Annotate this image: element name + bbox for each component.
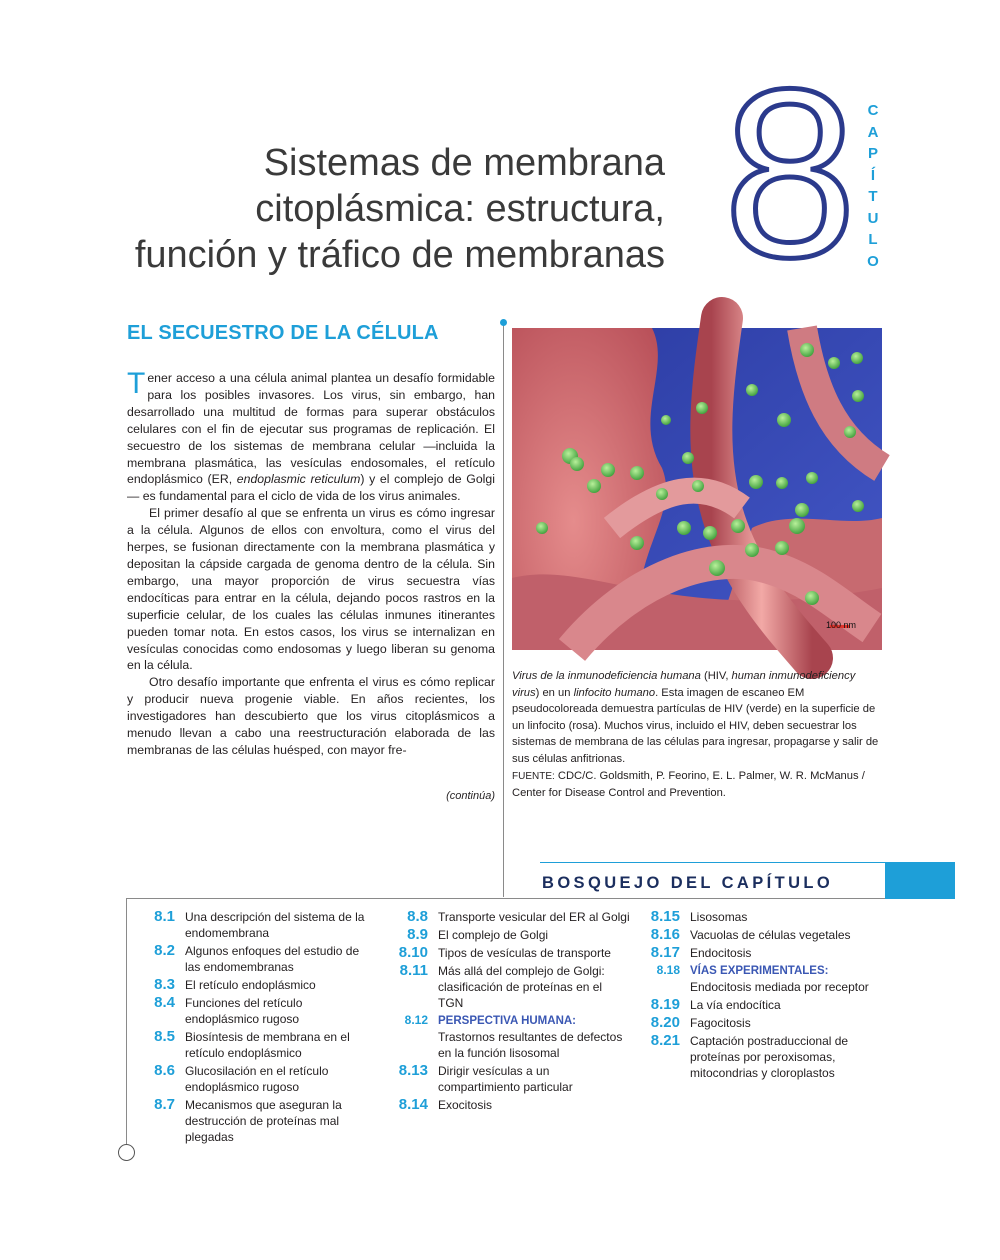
outline-text: PERSPECTIVA HUMANA: Trastornos resultantes de defectos en la función lisosomal (438, 1012, 630, 1061)
outline-number: 8.10 (398, 944, 428, 961)
scale-bar-label: 100 nm (826, 620, 857, 630)
essay-paragraph-1: Tener acceso a una célula animal plantea un desafío formidable para los posibles invasores. Los virus, sin embargo, han desarrollado una multitud de formas para superar obstáculos celulares con el fin de ejecutar sus programas de replicación. El secuestro de los sistemas de membrana celular —incluida la membrana plasmática, las vesículas endosomales, el retículo endoplásmico (ER, endoplasmic reticulum) y el complejo de Golgi— es fundamental para el ciclo de vida de los virus animales. (127, 367, 495, 504)
outline-kicker: VÍAS EXPERIMENTALES: (690, 965, 829, 977)
outline-kicker: PERSPECTIVA HUMANA: (438, 1015, 577, 1027)
outline-text: Lisosomas (690, 910, 748, 924)
chapter-title-line-2: citoplásmica: estructura, (255, 188, 665, 230)
outline-item (380, 1096, 630, 1113)
outline-text: Tipos de vesículas de transporte (438, 946, 611, 960)
outline-header-rule (540, 862, 885, 863)
chapter-title-line-3: función y tráfico de membranas (134, 234, 665, 276)
outline-item (380, 962, 630, 1011)
outline-text: Funciones del retículo endoplásmico rugoso (185, 996, 303, 1026)
outline-text: Biosíntesis de membrana en el retículo endoplásmico (185, 1030, 350, 1060)
hiv-lymphocyte-photo (512, 328, 882, 650)
outline-item (380, 944, 630, 961)
chapter-number (723, 39, 857, 307)
chapter-label (862, 100, 884, 272)
outline-item (380, 1062, 630, 1095)
outline-number: 8.7 (154, 1096, 175, 1113)
outline-item (127, 942, 367, 975)
outline-number: 8.16 (650, 926, 680, 943)
outline-text: La vía endocítica (690, 998, 781, 1012)
outline-item (632, 908, 882, 925)
outline-text: Fagocitosis (690, 1016, 751, 1030)
section-heading: EL SECUESTRO DE LA CÉLULA (127, 322, 439, 344)
outline-number: 8.18 (656, 963, 680, 977)
outline-text: Una descripción del sistema de la endomembrana (185, 910, 365, 940)
outline-number: 8.2 (154, 942, 175, 959)
outline-number: 8.19 (650, 996, 680, 1013)
outline-number: 8.5 (154, 1028, 175, 1045)
outline-item (632, 1032, 882, 1081)
divider-dot (500, 319, 507, 326)
chapter-label-letter: U (867, 209, 879, 227)
outline-text: Mecanismos que aseguran la destrucción de proteínas mal plegadas (185, 1098, 342, 1144)
outline-text: Captación postraduccional de proteínas por peroxisomas, mitocondrias y cloroplastos (690, 1034, 849, 1080)
column-divider (503, 322, 504, 897)
outline-item (632, 962, 882, 995)
outline-text: El complejo de Golgi (438, 928, 549, 942)
caption-source: FUENTE: CDC/C. Goldsmith, P. Feorino, E. L. Palmer, W. R. McManus / Center for Disease Control and Prevention. (512, 769, 865, 800)
outline-item (632, 996, 882, 1013)
outline-item (127, 908, 367, 941)
essay-paragraph-3: Otro desafío importante que enfrenta el virus es cómo replicar y producir nueva progenie viable. En años recientes, los investigadores han descubierto que los virus citoplásmicos a menudo llevan a cabo una reestructuración elaborada de las membranas de las células huésped, con mayor fre- (127, 675, 495, 757)
outline-text: Dirigir vesículas a un compartimiento particular (438, 1064, 573, 1094)
outline-text: Transporte vesicular del ER al Golgi (438, 910, 630, 924)
chapter-label-letter: C (867, 102, 879, 119)
outline-item (380, 908, 630, 925)
outline-item (380, 926, 630, 943)
drop-cap: T (127, 367, 146, 400)
outline-title: BOSQUEJO DEL CAPÍTULO (542, 874, 834, 892)
outline-text: VÍAS EXPERIMENTALES: Endocitosis mediada por receptor (690, 965, 869, 994)
outline-circle-marker (118, 1144, 135, 1161)
outline-item (632, 944, 882, 961)
chapter-label-letter: P (867, 145, 878, 162)
outline-item (127, 1028, 367, 1061)
outline-item (127, 1062, 367, 1095)
chapter-number-glyph: 8 (723, 39, 857, 307)
outline-number: 8.9 (407, 926, 428, 943)
outline-item (632, 926, 882, 943)
chapter-label-letter: L (868, 231, 878, 248)
outline-text: Glucosilación en el retículo endoplásmico rugoso (185, 1064, 329, 1094)
chapter-label-letter: A (867, 123, 879, 141)
outline-number: 8.6 (154, 1062, 175, 1079)
outline-text: Vacuolas de células vegetales (690, 928, 851, 942)
essay-body (127, 367, 495, 759)
outline-text: Más allá del complejo de Golgi: clasificación de proteínas en el TGN (438, 964, 605, 1010)
outline-number: 8.8 (407, 908, 428, 925)
outline-number: 8.14 (398, 1096, 428, 1113)
outline-header-block (885, 862, 955, 899)
outline-number: 8.1 (154, 908, 175, 925)
chapter-label-letter: Í (870, 166, 876, 184)
outline-number: 8.11 (399, 962, 428, 979)
outline-number: 8.13 (398, 1062, 428, 1079)
caption-text: Virus de la inmunodeficiencia humana (HIV, human inmunodeficiency virus) en un linfocito humano. Esta imagen de escaneo EM pseudocoloreada demuestra partículas de HIV (verde) en la superficie de un linfocito (rosa). Muchos virus, incluido el HIV, deben secuestrar los sistemas de membrana de las células para ingresar, propagarse y salir de sus células anfitrionas. (512, 670, 879, 765)
outline-item (127, 976, 367, 993)
outline-number: 8.20 (650, 1014, 680, 1031)
outline-item (127, 994, 367, 1027)
chapter-label-letter: T (868, 188, 878, 205)
outline-number: 8.12 (404, 1013, 428, 1027)
outline-item (380, 1012, 630, 1061)
figure-caption (512, 668, 884, 802)
chapter-label-letter: O (867, 252, 879, 270)
chapter-title-line-1: Sistemas de membrana (263, 142, 665, 184)
outline-number: 8.4 (154, 994, 175, 1011)
essay-paragraph-2: El primer desafío al que se enfrenta un virus es cómo ingresar a la célula. Algunos de ellos con envoltura, como el virus del herpes, se fusionan directamente con la membrana plasmática y depositan la cápside cargada de genoma dentro de la célula. Sin embargo, una mayor proporción de virus secuestra vías endocíticas para entrar en la célula, dejando pocos rastros en la superficie celular, de los cuales las células inmunes itinerantes pueden tomar nota. En estos casos, los virus se internalizan en vesículas conocidas como endosomas y luego liberan su genoma en la célula. (127, 506, 495, 673)
outline-text: Exocitosis (438, 1098, 493, 1112)
outline-text: Algunos enfoques del estudio de las endomembranas (185, 944, 360, 974)
outline-column-3 (632, 908, 882, 1082)
outline-text: Endocitosis (690, 946, 752, 960)
outline-item (127, 1096, 367, 1145)
continued-note: (continúa) (446, 790, 495, 802)
outline-column-2 (380, 908, 630, 1114)
outline-item (632, 1014, 882, 1031)
outline-number: 8.21 (650, 1032, 680, 1049)
outline-column-1 (127, 908, 367, 1146)
outline-number: 8.15 (650, 908, 680, 925)
outline-number: 8.3 (154, 976, 175, 993)
outline-text: El retículo endoplásmico (185, 978, 316, 992)
outline-number: 8.17 (650, 944, 680, 961)
outline-rule (127, 898, 885, 899)
chapter-title (100, 140, 665, 278)
